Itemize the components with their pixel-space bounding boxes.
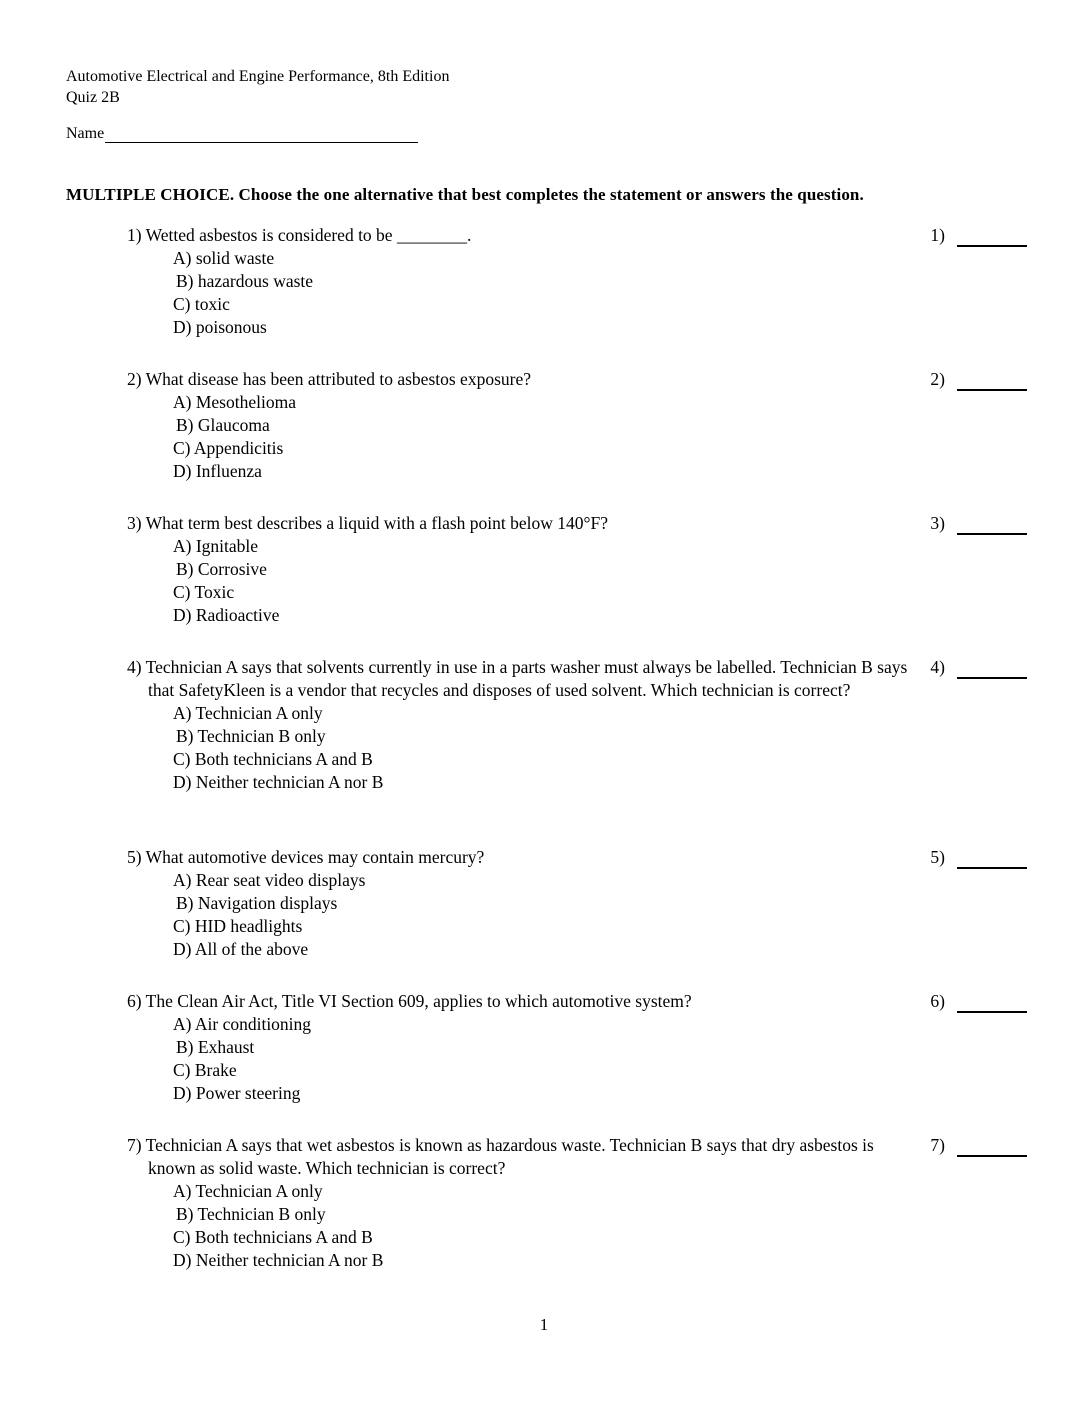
answer-number: 1) xyxy=(930,225,945,245)
name-blank-line xyxy=(105,124,418,143)
name-label: Name xyxy=(66,125,105,142)
option-a: A) Technician A only xyxy=(173,1181,323,1201)
name-field xyxy=(66,124,418,143)
option-b: B) Corrosive xyxy=(176,559,267,579)
option-b: B) Navigation displays xyxy=(176,893,338,913)
option-d: D) Neither technician A nor B xyxy=(173,1250,384,1270)
answer-slot xyxy=(930,368,1027,391)
question-1 xyxy=(127,224,1027,339)
option-c: C) Toxic xyxy=(173,582,235,602)
answer-blank-line xyxy=(957,995,1027,1013)
answer-number: 5) xyxy=(930,847,945,867)
question-4 xyxy=(127,656,1027,794)
option-d: D) Radioactive xyxy=(173,605,280,625)
instructions: MULTIPLE CHOICE. Choose the one alternative that best completes the statement or answers the question. xyxy=(66,185,864,204)
question-stem: 5) What automotive devices may contain mercury? xyxy=(127,847,485,867)
option-a: A) solid waste xyxy=(173,248,275,268)
answer-number: 2) xyxy=(930,369,945,389)
answer-number: 7) xyxy=(930,1135,945,1155)
option-d: D) Neither technician A nor B xyxy=(173,772,384,792)
answer-slot xyxy=(930,224,1027,247)
document-header xyxy=(66,66,449,108)
option-c: C) toxic xyxy=(173,294,230,314)
answer-blank-line xyxy=(957,373,1027,391)
question-stem: 1) Wetted asbestos is considered to be ________. xyxy=(127,225,472,245)
answer-blank-line xyxy=(957,851,1027,869)
option-b: B) Exhaust xyxy=(176,1037,255,1057)
question-stem: 3) What term best describes a liquid with a flash point below 140°F? xyxy=(127,513,609,533)
document-title: Automotive Electrical and Engine Performance, 8th Edition xyxy=(66,68,450,85)
option-a: A) Mesothelioma xyxy=(173,392,296,412)
answer-slot xyxy=(930,1134,1027,1157)
option-b: B) hazardous waste xyxy=(176,271,314,291)
quiz-label: Quiz 2B xyxy=(66,89,120,106)
option-b: B) Technician B only xyxy=(176,1204,326,1224)
option-c: C) HID headlights xyxy=(173,916,303,936)
answer-slot xyxy=(930,990,1027,1013)
answer-blank-line xyxy=(957,229,1027,247)
answer-blank-line xyxy=(957,661,1027,679)
option-a: A) Rear seat video displays xyxy=(173,870,366,890)
question-5 xyxy=(127,846,1027,961)
option-d: D) Power steering xyxy=(173,1083,301,1103)
answer-blank-line xyxy=(957,1139,1027,1157)
question-3 xyxy=(127,512,1027,627)
answer-number: 6) xyxy=(930,991,945,1011)
question-2 xyxy=(127,368,1027,483)
question-stem: 6) The Clean Air Act, Title VI Section 609, applies to which automotive system? xyxy=(127,991,692,1011)
option-c: C) Appendicitis xyxy=(173,438,284,458)
question-6 xyxy=(127,990,1027,1105)
question-stem: 4) Technician A says that solvents currently in use in a parts washer must always be labelled. Technician B says that SafetyKleen is a vendor that recycles and disposes of used solvent. Which technician is correct? xyxy=(127,657,908,700)
option-d: D) All of the above xyxy=(173,939,309,959)
option-c: C) Brake xyxy=(173,1060,237,1080)
option-a: A) Technician A only xyxy=(173,703,323,723)
option-a: A) Ignitable xyxy=(173,536,259,556)
answer-slot xyxy=(930,512,1027,535)
answer-slot xyxy=(930,846,1027,869)
answer-number: 4) xyxy=(930,657,945,677)
option-c: C) Both technicians A and B xyxy=(173,749,373,769)
option-a: A) Air conditioning xyxy=(173,1014,312,1034)
question-stem: 2) What disease has been attributed to asbestos exposure? xyxy=(127,369,531,389)
option-d: D) poisonous xyxy=(173,317,267,337)
question-7 xyxy=(127,1134,1027,1272)
option-b: B) Glaucoma xyxy=(176,415,270,435)
option-b: B) Technician B only xyxy=(176,726,326,746)
answer-blank-line xyxy=(957,517,1027,535)
option-c: C) Both technicians A and B xyxy=(173,1227,373,1247)
option-d: D) Influenza xyxy=(173,461,262,481)
page-number: 1 xyxy=(539,1315,549,1334)
answer-number: 3) xyxy=(930,513,945,533)
question-stem: 7) Technician A says that wet asbestos is known as hazardous waste. Technician B says that dry asbestos is known as solid waste. Which technician is correct? xyxy=(127,1135,874,1178)
answer-slot xyxy=(930,656,1027,679)
